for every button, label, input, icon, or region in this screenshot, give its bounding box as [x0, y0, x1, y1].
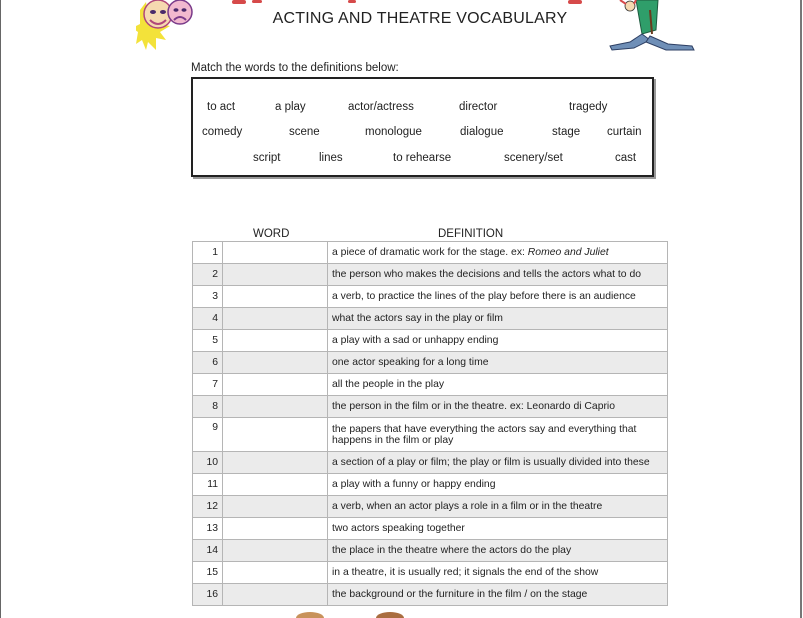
word-answer-cell[interactable] [223, 308, 328, 330]
word-answer-cell[interactable] [223, 474, 328, 496]
word-answer-cell[interactable] [223, 452, 328, 474]
table-row [193, 562, 668, 584]
row-number: 16 [193, 584, 223, 606]
vocab-table [192, 241, 668, 606]
definition-cell: two actors speaking together [328, 518, 668, 540]
word-answer-cell[interactable] [223, 352, 328, 374]
word-answer-cell[interactable] [223, 264, 328, 286]
table-row [193, 242, 668, 264]
row-number: 13 [193, 518, 223, 540]
table-row [193, 396, 668, 418]
word-bank-item: scenery/set [504, 152, 563, 164]
title-banner-decoration [228, 0, 600, 6]
bottom-clipart-decoration [200, 609, 620, 618]
definition-cell: the background or the furniture in the film / on the stage [328, 584, 668, 606]
definition-cell: the place in the theatre where the actors do the play [328, 540, 668, 562]
definition-cell: a play with a funny or happy ending [328, 474, 668, 496]
row-number: 14 [193, 540, 223, 562]
word-answer-cell[interactable] [223, 562, 328, 584]
row-number: 7 [193, 374, 223, 396]
word-answer-cell[interactable] [223, 242, 328, 264]
word-answer-cell[interactable] [223, 540, 328, 562]
definition-cell: a section of a play or film; the play or film is usually divided into these [328, 452, 668, 474]
table-row [193, 286, 668, 308]
row-number: 9 [193, 418, 223, 452]
definition-cell: a piece of dramatic work for the stage. ex: Romeo and Juliet [328, 242, 668, 264]
word-bank-item: script [253, 152, 281, 164]
page-border-right [800, 0, 802, 618]
definition-cell: what the actors say in the play or film [328, 308, 668, 330]
word-answer-cell[interactable] [223, 518, 328, 540]
row-number: 2 [193, 264, 223, 286]
theatre-masks-icon [136, 0, 198, 52]
word-bank-item: a play [275, 101, 306, 113]
row-number: 4 [193, 308, 223, 330]
word-bank-item: scene [289, 126, 320, 138]
definition-column-header: DEFINITION [438, 228, 504, 240]
table-row [193, 540, 668, 562]
definition-cell: the person in the film or in the theatre. ex: Leonardo di Caprio [328, 396, 668, 418]
definition-cell: all the people in the play [328, 374, 668, 396]
definition-cell: one actor speaking for a long time [328, 352, 668, 374]
word-answer-cell[interactable] [223, 286, 328, 308]
table-row [193, 496, 668, 518]
word-answer-cell[interactable] [223, 374, 328, 396]
definition-cell: a play with a sad or unhappy ending [328, 330, 668, 352]
word-bank-box [191, 77, 654, 177]
row-number: 12 [193, 496, 223, 518]
table-row [193, 418, 668, 452]
row-number: 3 [193, 286, 223, 308]
table-row [193, 308, 668, 330]
word-answer-cell[interactable] [223, 396, 328, 418]
definition-cell: a verb, to practice the lines of the play before there is an audience [328, 286, 668, 308]
table-row [193, 352, 668, 374]
row-number: 11 [193, 474, 223, 496]
word-bank-item: dialogue [460, 126, 504, 138]
table-row [193, 264, 668, 286]
table-row [193, 452, 668, 474]
row-number: 5 [193, 330, 223, 352]
word-bank-item: lines [319, 152, 343, 164]
word-bank-item: curtain [607, 126, 642, 138]
definition-cell: the person who makes the decisions and tells the actors what to do [328, 264, 668, 286]
word-bank-item: to act [207, 101, 236, 113]
table-row [193, 330, 668, 352]
page-title: ACTING AND THEATRE VOCABULARY [272, 10, 568, 27]
table-row [193, 474, 668, 496]
page-border-left [0, 0, 1, 618]
definition-cell: a verb, when an actor plays a role in a film or in the theatre [328, 496, 668, 518]
word-bank-item: to rehearse [393, 152, 452, 164]
word-answer-cell[interactable] [223, 496, 328, 518]
table-row [193, 584, 668, 606]
word-bank-item: stage [552, 126, 581, 138]
row-number: 8 [193, 396, 223, 418]
word-column-header: WORD [253, 228, 290, 240]
row-number: 15 [193, 562, 223, 584]
table-row [193, 374, 668, 396]
word-answer-cell[interactable] [223, 418, 328, 452]
word-bank-item: comedy [202, 126, 243, 138]
word-bank-item: actor/actress [348, 101, 414, 113]
definition-cell: the papers that have everything the actors say and everything that happens in the film or play [328, 418, 668, 452]
word-bank-item: tragedy [569, 101, 608, 113]
word-answer-cell[interactable] [223, 584, 328, 606]
row-number: 10 [193, 452, 223, 474]
row-number: 6 [193, 352, 223, 374]
instructions-text: Match the words to the definitions below: [191, 62, 399, 74]
example-title: Romeo and Juliet [527, 247, 609, 258]
word-answer-cell[interactable] [223, 330, 328, 352]
word-bank-item: monologue [365, 126, 422, 138]
definition-cell: in a theatre, it is usually red; it signals the end of the show [328, 562, 668, 584]
word-bank-item: director [459, 101, 498, 113]
table-row [193, 518, 668, 540]
word-bank-item: cast [615, 152, 637, 164]
row-number: 1 [193, 242, 223, 264]
